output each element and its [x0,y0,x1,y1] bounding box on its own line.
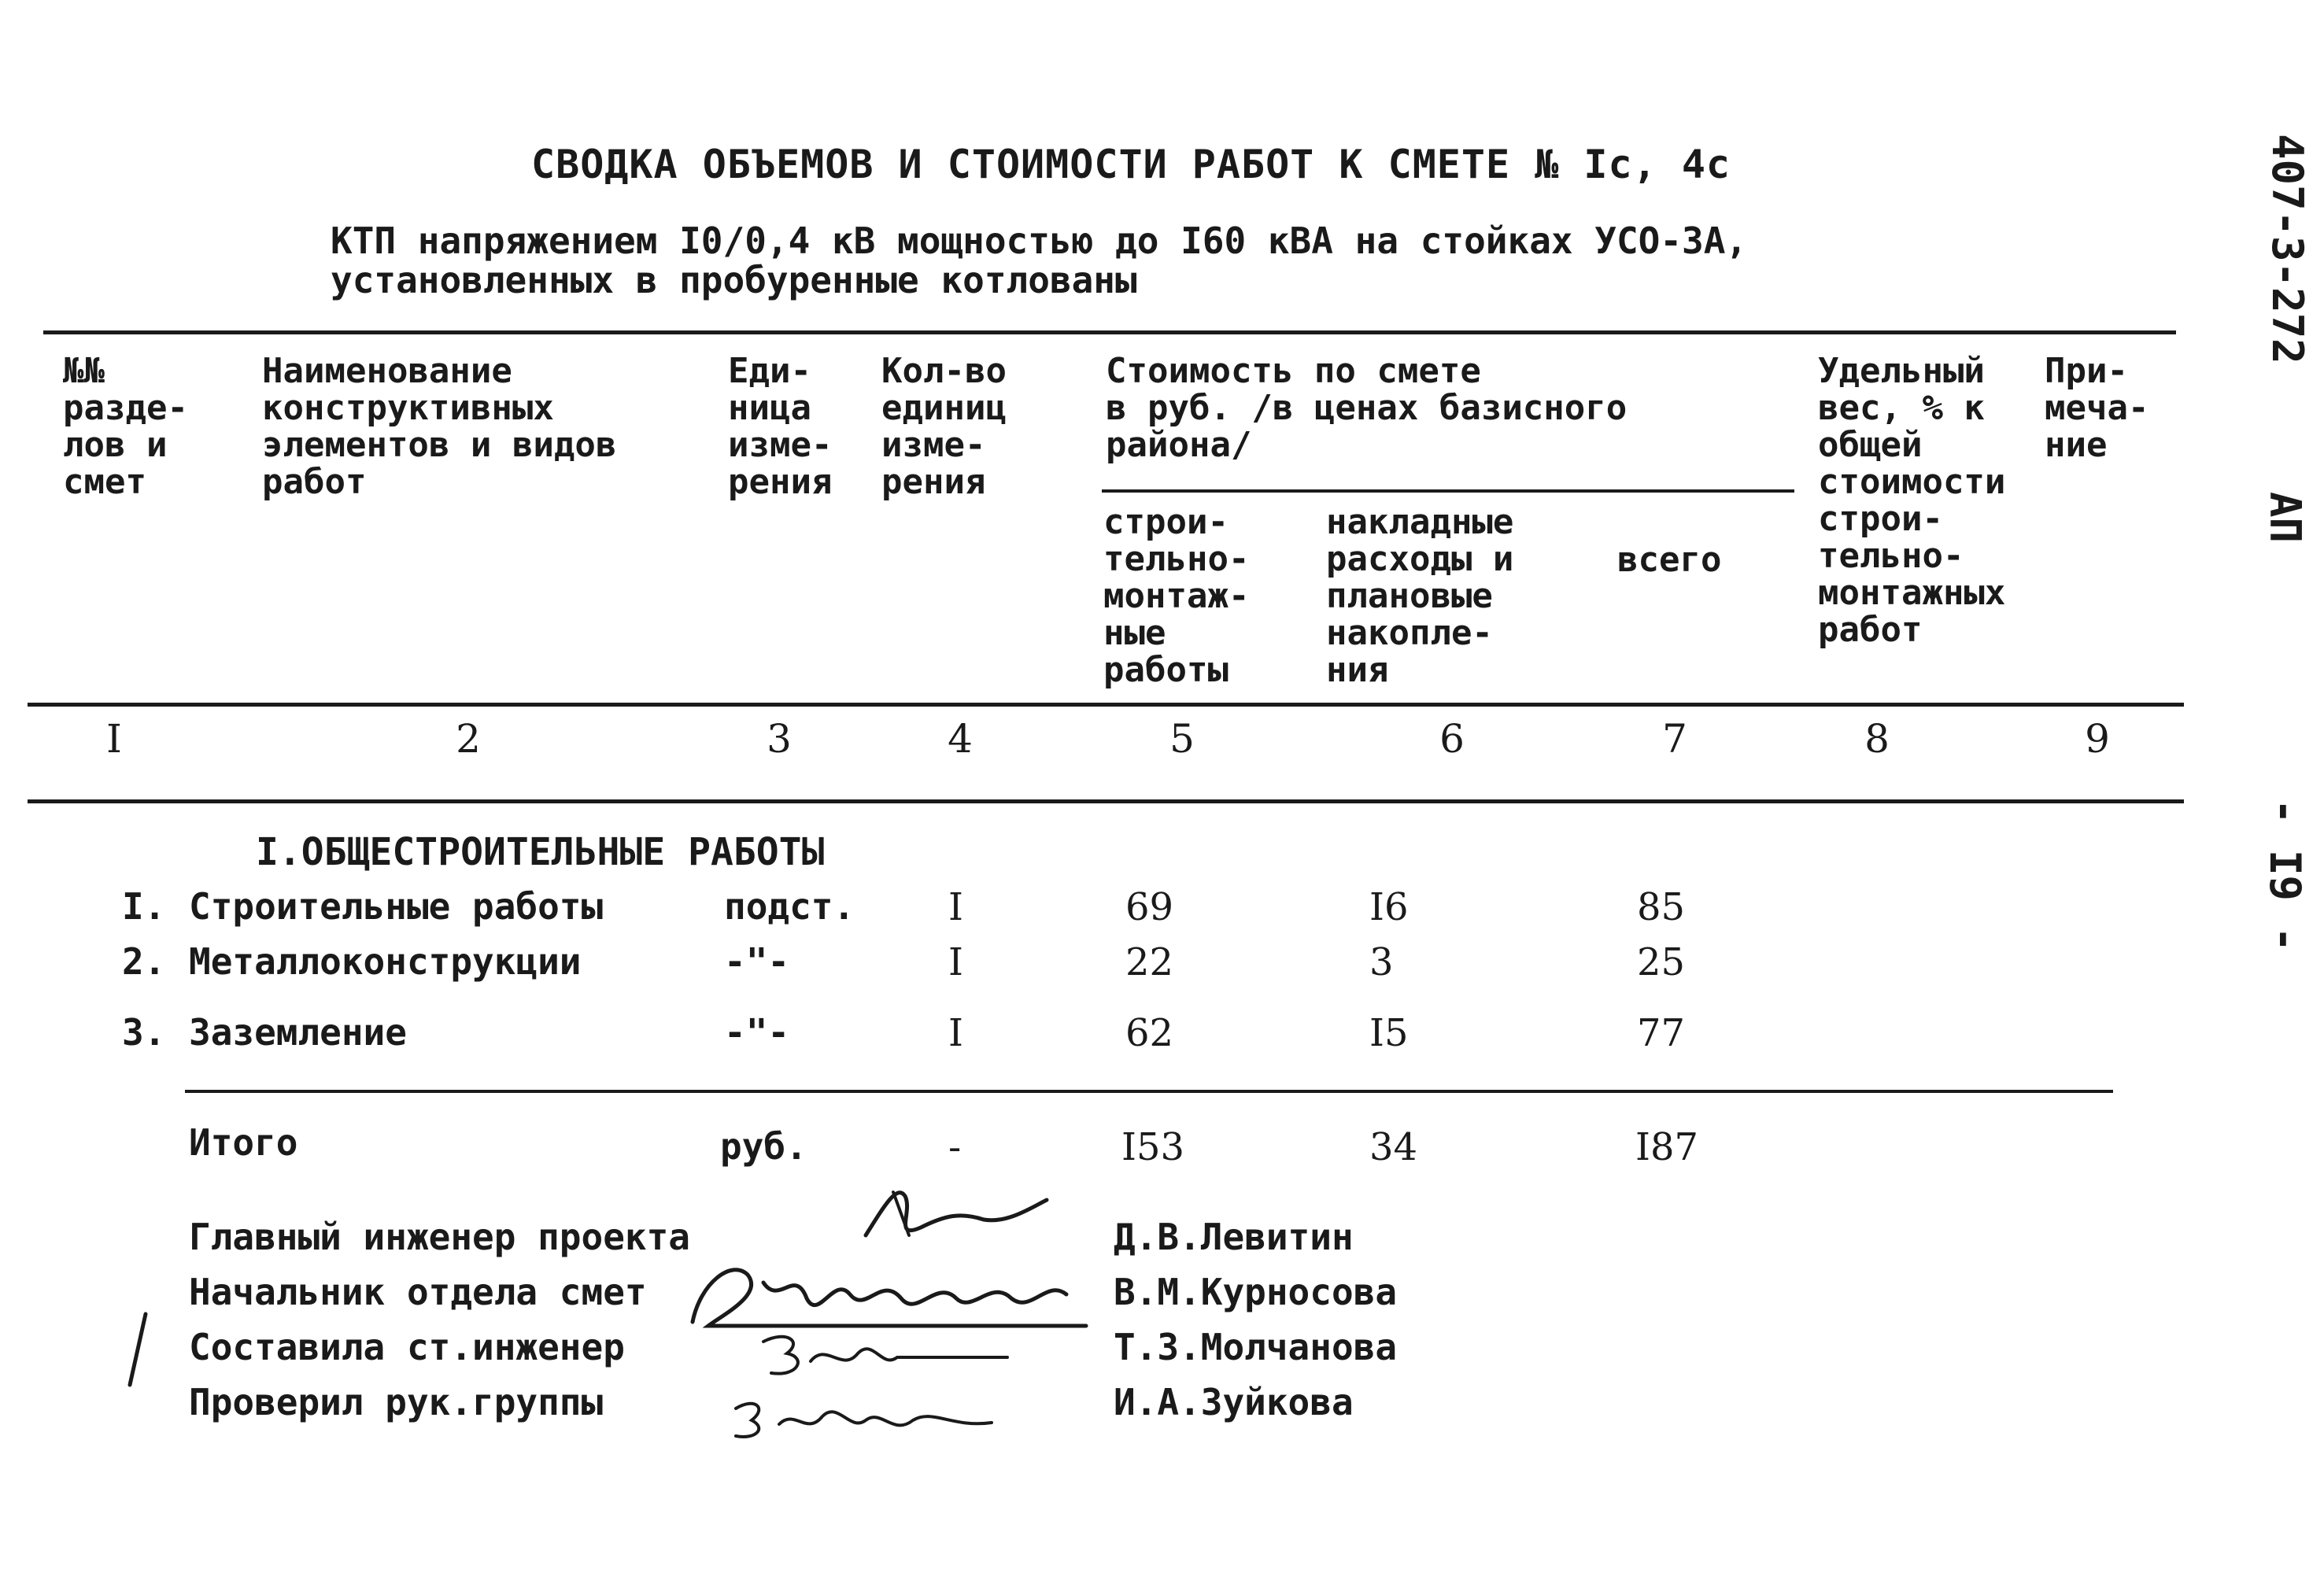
signature-mark-levitin [850,1180,1055,1251]
total-sum: I87 [1635,1125,1699,1169]
header-section-number: №№ разде- лов и смет [63,351,188,502]
column-number-7: 7 [1662,716,1687,762]
signature-role-estimates-head: Начальник отдела смет [189,1271,647,1313]
row-1-number: I. [122,885,166,928]
row-1-overhead: I6 [1369,885,1409,929]
total-overhead: 34 [1369,1125,1418,1169]
header-bottom-rule [28,703,2184,707]
row-1-qty: I [948,885,963,929]
header-quantity: Кол-во единиц изме- рения [881,351,1007,502]
signature-mark-molchanova [756,1326,1023,1389]
signature-person-estimates-head: В.М.Курносова [1114,1271,1398,1313]
row-3-total: 77 [1637,1011,1686,1055]
column-number-4: 4 [948,716,973,762]
total-unit: руб. [720,1125,807,1168]
section-title: I.ОБЩЕСТРОИТЕЛЬНЫЕ РАБОТЫ [256,830,825,874]
header-note: При- меча- ние [2045,351,2149,465]
row-2-number: 2. [122,940,166,983]
row-2-smr: 22 [1125,940,1174,984]
row-2-overhead: 3 [1369,940,1394,984]
header-overhead: накладные расходы и плановые накопле- ния [1326,502,1514,690]
row-2-unit: -"- [724,940,790,983]
column-numbers-rule [28,799,2184,803]
table-top-rule [43,330,2176,334]
signature-mark-zuikova [724,1385,1007,1448]
row-3-qty: I [948,1011,963,1055]
row-1-unit: подст. [724,885,855,928]
header-total: всего [1617,540,1722,580]
document-subtitle-line1: КТП напряжением I0/0,4 кВ мощностью до I60 кВА на стойках УСО-3А, [331,220,1748,262]
column-number-6: 6 [1439,716,1465,762]
row-1-smr: 69 [1125,885,1174,929]
total-qty: - [948,1125,962,1169]
row-3-name: Заземление [189,1011,407,1054]
signature-role-checker: Проверил рук.группы [189,1381,604,1423]
total-smr: I53 [1121,1125,1185,1169]
header-element-name: Наименование конструктивных элементов и видов работ [262,351,617,502]
document-subtitle-line2: установленных в пробуренные котлованы [331,259,1137,301]
signature-person-compiler: Т.З.Молчанова [1114,1326,1398,1368]
header-cost-group: Стоимость по смете в руб. /в ценах базисного района/ [1106,351,1628,465]
header-share: Удельный вес, % к общей стоимости строи- тельно- монтажных работ [1818,351,2006,650]
row-3-unit: -"- [724,1011,790,1054]
document-title: СВОДКА ОБЪЕМОВ И СТОИМОСТИ РАБОТ К СМЕТЕ № Iс, 4с [531,142,1731,187]
subtotal-rule [185,1090,2113,1093]
signature-role-compiler: Составила ст.инженер [189,1326,625,1368]
row-1-name: Строительные работы [189,885,604,928]
column-number-5: 5 [1169,716,1195,762]
row-3-number: 3. [122,1011,166,1054]
column-number-9: 9 [2085,716,2110,762]
signature-role-chief-engineer: Главный инженер проекта [189,1216,690,1258]
header-unit: Еди- ница изме- рения [728,351,833,502]
header-construction-works: строи- тельно- монтаж- ные работы [1103,502,1250,690]
column-number-2: 2 [456,716,481,762]
cost-group-rule [1102,489,1794,493]
row-2-total: 25 [1637,940,1686,984]
column-number-3: 3 [767,716,792,762]
row-1-total: 85 [1637,885,1686,929]
row-2-name: Металлоконструкции [189,940,582,983]
column-number-8: 8 [1864,716,1890,762]
doc-code-label: 407-3-272 [2263,134,2312,364]
margin-tick-mark [122,1310,153,1389]
row-3-smr: 62 [1125,1011,1174,1055]
row-3-overhead: I5 [1369,1011,1409,1055]
row-2-qty: I [948,940,963,984]
total-label: Итого [189,1121,298,1164]
column-number-1: I [106,716,122,762]
signature-mark-kurnosova [677,1251,1118,1338]
page-number-label: - I9 - [2260,799,2310,953]
album-label: АП [2260,492,2310,544]
signature-person-checker: И.А.Зуйкова [1114,1381,1354,1423]
signature-person-chief-engineer: Д.В.Левитин [1114,1216,1354,1258]
